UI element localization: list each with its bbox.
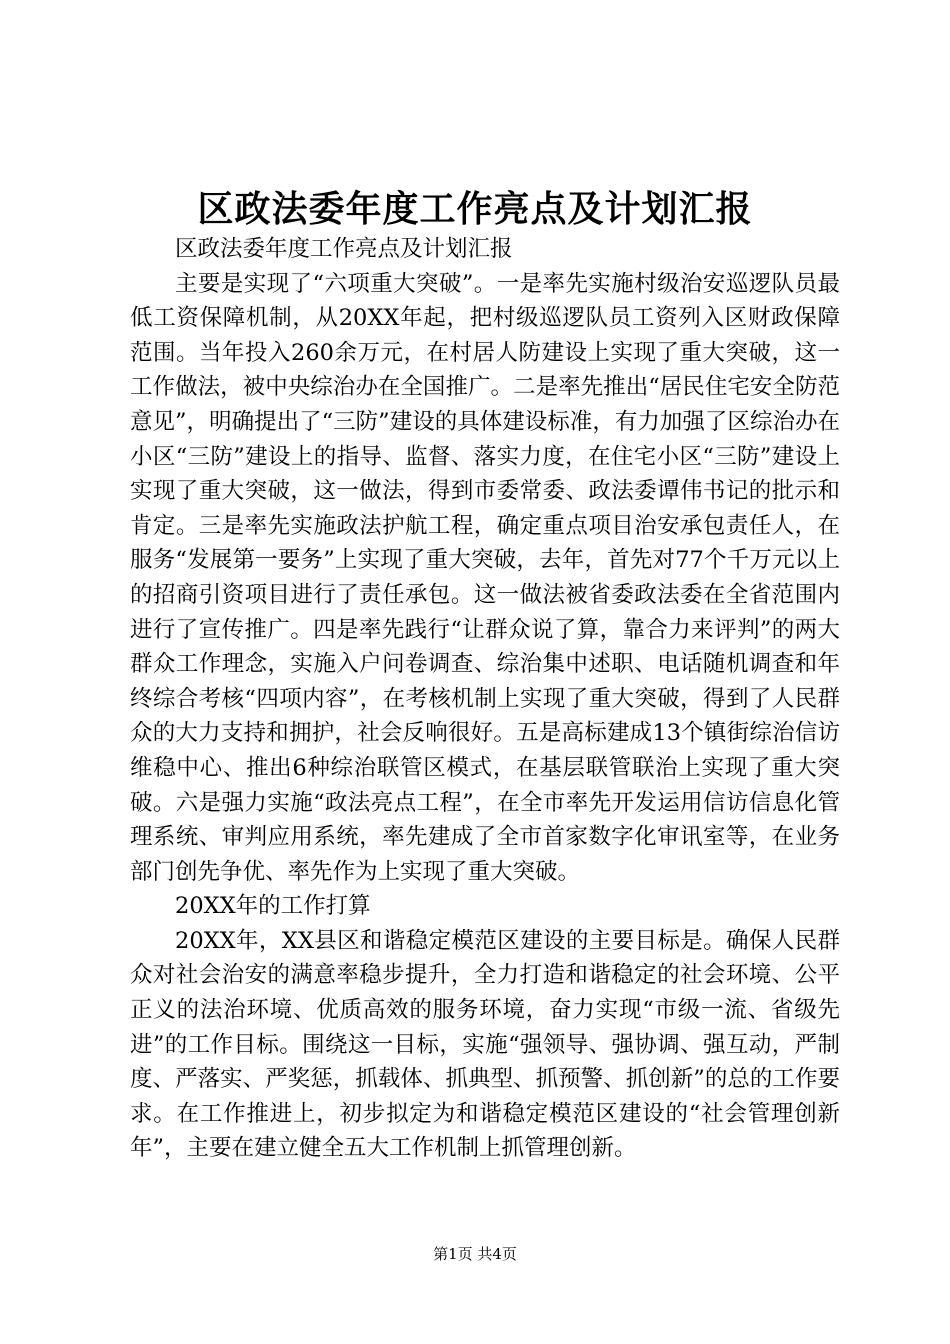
plan-paragraph: 20XX年，XX县区和谐稳定模范区建设的主要目标是。确保人民群众对社会治安的满意率稳步提升，全力打造和谐稳定的社会环境、公平正义的法治环境、优质高效的服务环境，奋力实现“市级一流、省级先进”的工作目标。围绕这一目标，实施“强领导、强协调、强互动，严制度、严落实、严奖惩，抓载体、抓典型、抓预警、抓创新”的总的工作要求。在工作推进上，初步拟定为和谐稳定模范区建设的“社会管理创新年”，主要在建立健全五大工作机制上抓管理创新。 xyxy=(130,927,840,1162)
page-footer: 第1页 共4页 xyxy=(433,1245,517,1263)
plan-heading-paragraph: 20XX年的工作打算 xyxy=(175,893,371,920)
highlights-paragraph: 主要是实现了“六项重大突破”。一是率先实施村级治安巡逻队员最低工资保障机制，从20XX年起，把村级巡逻队员工资列入区财政保障范围。当年投入260余万元，在村居人防建设上实现了重大突破，这一工作做法，被中央综治办在全国推广。二是率先推出“居民住宅安全防范意见”，明确提出了“三防”建设的具体建设标准，有力加强了区综治办在小区“三防”建设上的指导、监督、落实力度，在住宅小区“三防”建设上实现了重大突破，这一做法，得到市委常委、政法委谭伟书记的批示和肯定。三是率先实施政法护航工程，确定重点项目治安承包责任人，在服务“发展第一要务”上实现了重大突破，去年，首先对77个千万元以上的招商引资项目进行了责任承包。这一做法被省委政法委在全省范围内进行了宣传推广。四是率先践行“让群众说了算，靠合力来评判”的两大群众工作理念，实施入户问卷调查、综治集中述职、电话随机调查和年终综合考核“四项内容”，在考核机制上实现了重大突破，得到了人民群众的大力支持和拥护，社会反响很好。五是高标建成13个镇街综治信访维稳中心、推出6种综治联管区模式，在基层联管联治上实现了重大突破。六是强力实施“政法亮点工程”，在全市率先开发运用信访信息化管理系统、审判应用系统，率先建成了全市首家数字化审讯室等，在业务部门创先争优、率先作为上实现了重大突破。 xyxy=(130,270,840,885)
subtitle-paragraph: 区政法委年度工作亮点及计划汇报 xyxy=(175,236,513,262)
document-title: 区政法委年度工作亮点及计划汇报 xyxy=(197,188,753,230)
document-body xyxy=(130,232,840,1166)
